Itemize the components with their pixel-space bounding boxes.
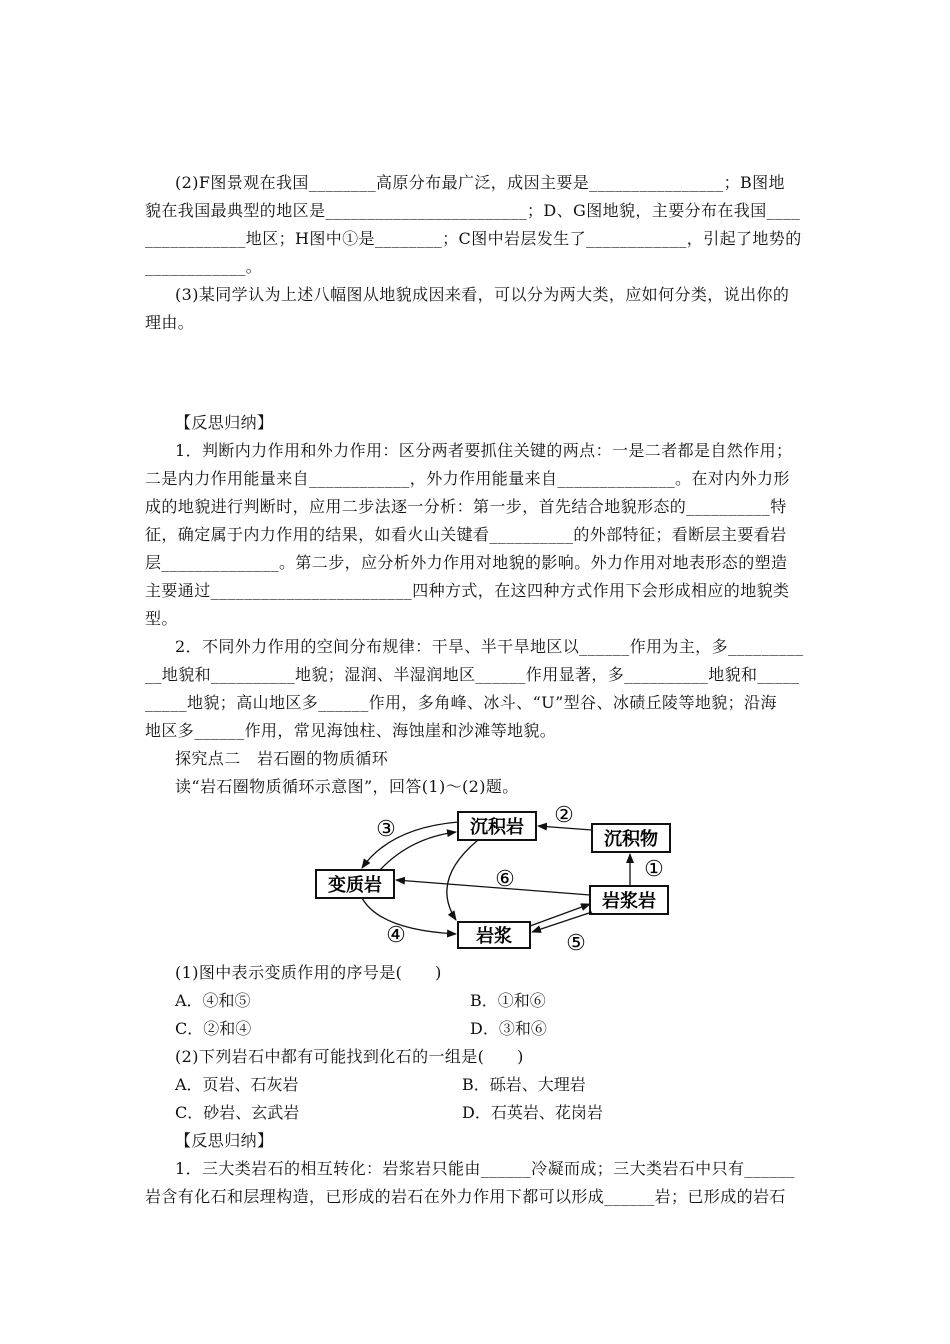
section2-intro: 读“岩石圈物质循环示意图”，回答(1)～(2)题。: [175, 777, 519, 796]
reflect1-line: _____地貌；高山地区多______作用，多角峰、冰斗、“U”型谷、冰碛丘陵等地貌；沿海: [145, 693, 777, 712]
q2-line-3: ____________地区；H图中①是________；C图中岩层发生了____________，引起了地势的: [145, 229, 802, 248]
arrow-6: [396, 880, 590, 895]
label-4: ④: [386, 923, 406, 948]
mc-q1-option-a: A．④和⑤: [175, 991, 251, 1010]
mc-q1-option-b: B．①和⑥: [470, 991, 546, 1010]
label-5: ⑤: [566, 931, 586, 956]
q2-line-4: ____________。: [145, 257, 263, 276]
reflect1-line: 2．不同外力作用的空间分布规律：干旱、半干旱地区以______作用为主，多_________: [175, 637, 804, 656]
label-6: ⑥: [495, 867, 515, 892]
mc-q2-option-d: D．石英岩、花岗岩: [462, 1103, 603, 1122]
box-sedimentary-rock-label: 沉积岩: [470, 817, 524, 838]
section2-title: 探究点二 岩石圈的物质循环: [175, 749, 389, 768]
arrow-sed-to-magma: [447, 840, 478, 920]
reflect2-line: 岩含有化石和层理构造，已形成的岩石在外力作用下都可以形成______岩；已形成的岩石: [145, 1187, 786, 1206]
reflect1-line: 型。: [145, 609, 178, 628]
q3-line-2: 理由。: [145, 313, 195, 332]
mc-q2-option-a: A．页岩、石灰岩: [175, 1075, 299, 1094]
reflect1-title: 【反思归纳】: [175, 413, 274, 432]
reflect1-line: 层______________。第二步，应分析外力作用对地貌的影响。外力作用对地表形态的塑造: [145, 553, 788, 572]
reflect1-line: 地区多______作用，常见海蚀柱、海蚀崖和沙滩等地貌。: [145, 721, 557, 740]
mc-q2-option-b: B．砾岩、大理岩: [462, 1075, 586, 1094]
mc-q2-stem: (2)下列岩石中都有可能找到化石的一组是( ): [175, 1047, 524, 1066]
reflect1-line: 成的地貌进行判断时，应用二步法逐一分析：第一步，首先结合地貌形态的__________特: [145, 497, 787, 516]
mc-q1-option-c: C．②和④: [175, 1019, 252, 1038]
box-metamorphic-rock-label: 变质岩: [328, 875, 382, 896]
reflect1-line: 主要通过________________________四种方式，在这四种方式作用下会形成相应的地貌类: [145, 581, 790, 600]
reflect1-line: 1．判断内力作用和外力作用：区分两者要抓住关键的两点：一是二者都是自然作用；: [175, 441, 793, 460]
reflect1-line: __地貌和__________地貌；湿润、半湿润地区______作用显著，多__________地貌和_____: [145, 665, 800, 684]
mc-q2-option-c: C．砂岩、玄武岩: [175, 1103, 300, 1122]
reflect1-line: 征，确定属于内力作用的结果，如看火山关键看__________的外部特征；看断层主要看岩: [145, 525, 787, 544]
mc-q1-stem: (1)图中表示变质作用的序号是( ): [175, 963, 442, 982]
reflect2-line: 1．三大类岩石的相互转化：岩浆岩只能由______冷凝而成；三大类岩石中只有______: [175, 1159, 795, 1178]
reflect1-line: 二是内力作用能量来自____________，外力作用能量来自______________。在对内外力形: [145, 469, 790, 488]
label-2: ②: [554, 803, 574, 828]
box-magmatic-rock-label: 岩浆岩: [602, 891, 656, 912]
q2-line-2: 貌在我国最典型的地区是________________________；D、G图地貌，主要分布在我国____: [145, 201, 801, 220]
mc-q1-option-d: D．③和⑥: [470, 1019, 547, 1038]
label-1: ①: [644, 857, 664, 882]
label-3: ③: [376, 817, 396, 842]
arrow-4: [362, 898, 456, 934]
box-magma-label: 岩浆: [476, 926, 512, 947]
rock-cycle-diagram: [310, 800, 680, 960]
q2-line-1: (2)F图景观在我国________高原分布最广泛，成因主要是________________；B图地: [175, 173, 785, 192]
box-sediment-label: 沉积物: [604, 829, 658, 850]
reflect2-title: 【反思归纳】: [175, 1131, 274, 1150]
q3-line-1: (3)某同学认为上述八幅图从地貌成因来看，可以分为两大类，应如何分类，说出你的: [175, 285, 790, 304]
